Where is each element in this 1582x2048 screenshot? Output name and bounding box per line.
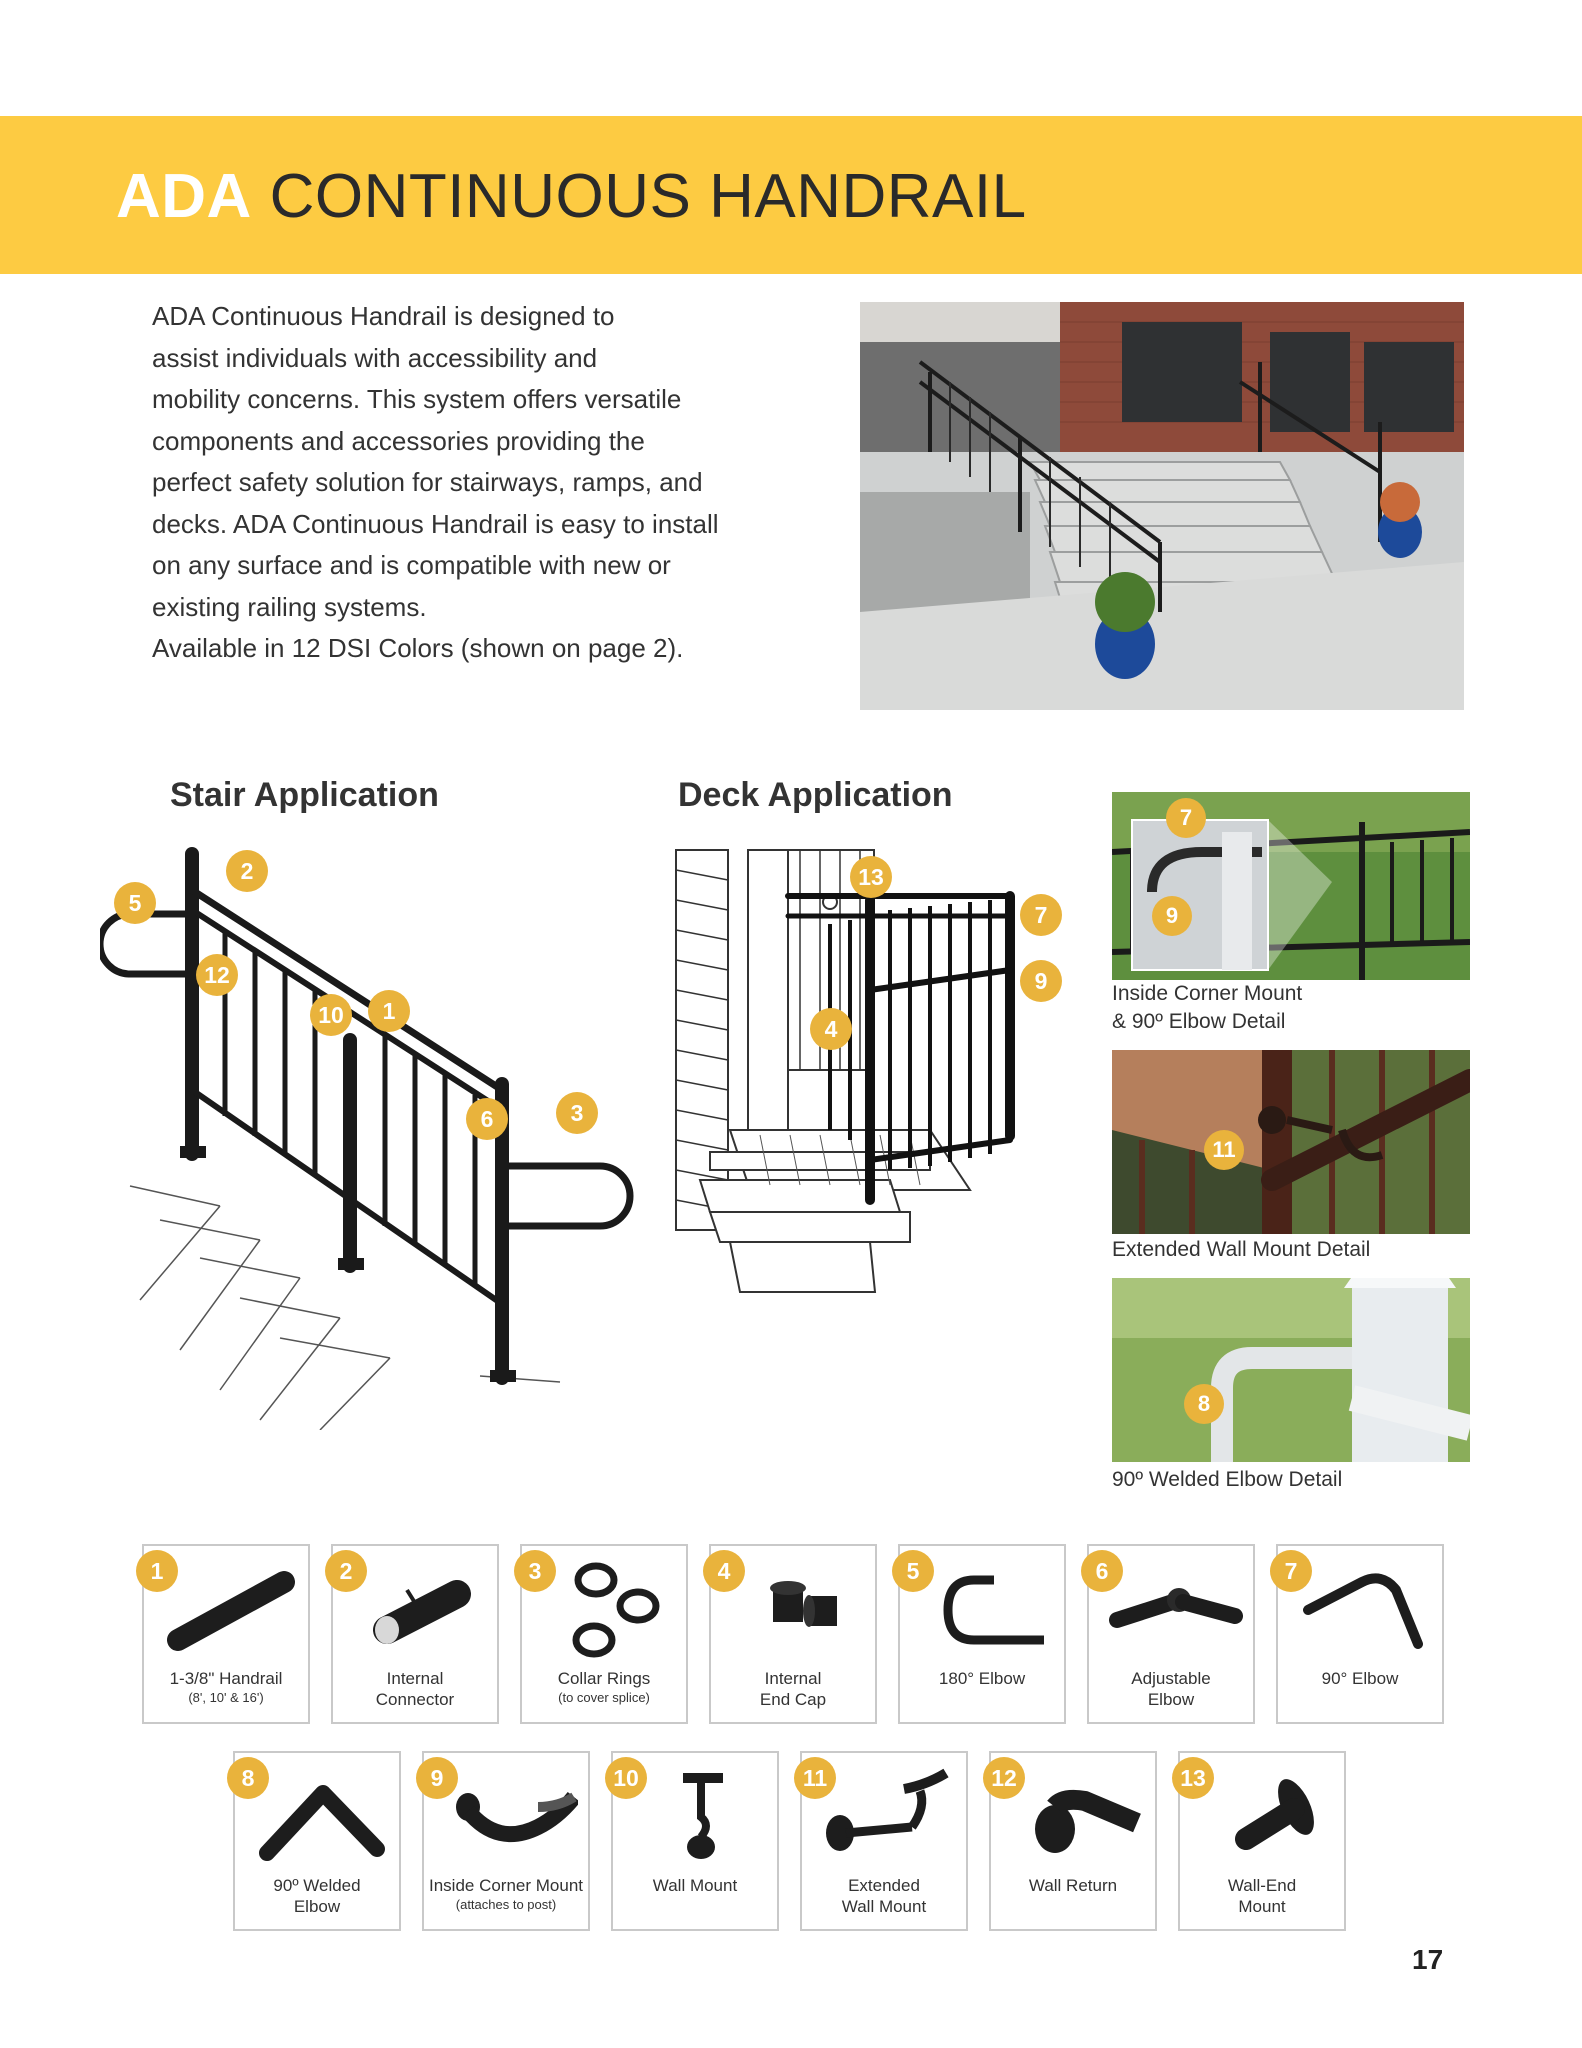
part-label	[522, 1668, 686, 1707]
stair-badge: 3	[556, 1092, 598, 1134]
inside-corner-mount-icon	[438, 1767, 578, 1867]
extended-wall-photo-illustration	[1112, 1050, 1470, 1234]
inside-corner-detail-caption: Inside Corner Mount & 90º Elbow Detail	[1112, 982, 1303, 1033]
title-banner	[0, 116, 1582, 274]
hero-photo	[860, 302, 1464, 710]
collar-rings-icon	[536, 1560, 676, 1660]
stair-badge: 6	[466, 1098, 508, 1140]
stair-badge: 10	[310, 994, 352, 1036]
title-rest: CONTINUOUS HANDRAIL	[269, 162, 1027, 231]
part-sub: (attaches to post)	[455, 1897, 557, 1912]
intro-line: components and accessories providing the	[152, 425, 645, 456]
welded-elbow-icon	[249, 1767, 389, 1867]
extended-wall-detail-photo	[1112, 1050, 1470, 1234]
part-name: Internal Connector	[375, 1669, 455, 1709]
part-name: Wall Return	[1028, 1876, 1118, 1895]
part-label	[333, 1668, 497, 1710]
part-label	[235, 1875, 399, 1917]
stair-application-heading: Stair Application	[170, 776, 439, 814]
part-number-badge: 8	[227, 1757, 269, 1799]
intro-line: ADA Continuous Handrail is designed to	[152, 301, 615, 331]
part-number-badge: 5	[892, 1550, 934, 1592]
part-number-badge: 7	[1270, 1550, 1312, 1592]
part-label	[900, 1668, 1064, 1689]
page-number: 17	[1412, 1944, 1444, 1975]
extended-wall-detail-caption: Extended Wall Mount Detail	[1112, 1238, 1371, 1261]
intro-line: perfect safety solution for stairways, ramps, and	[152, 467, 703, 497]
part-label	[802, 1875, 966, 1917]
end-cap-icon	[725, 1560, 865, 1660]
part-number-badge: 4	[703, 1550, 745, 1592]
part-name: Collar Rings	[557, 1669, 651, 1688]
welded-elbow-detail-photo	[1112, 1278, 1470, 1462]
deck-badge: 13	[850, 856, 892, 898]
part-number-badge: 6	[1081, 1550, 1123, 1592]
intro-line: Available in 12 DSI Colors (shown on page 2).	[152, 633, 684, 663]
intro-line: on any surface and is compatible with new or	[152, 550, 671, 580]
part-label	[144, 1668, 308, 1707]
part-number-badge: 9	[416, 1757, 458, 1799]
part-name: 180° Elbow	[938, 1669, 1026, 1688]
deck-application-diagram	[670, 840, 1090, 1310]
part-label	[1180, 1875, 1344, 1917]
stair-application-diagram	[100, 830, 660, 1430]
part-label	[711, 1668, 875, 1710]
elbow-90-icon	[1292, 1560, 1432, 1660]
handrail-tube-icon	[158, 1560, 298, 1660]
adjustable-elbow-icon	[1103, 1560, 1243, 1660]
intro-paragraph	[152, 296, 792, 670]
stair-badge: 12	[196, 954, 238, 996]
detail-badge: 9	[1152, 896, 1192, 936]
part-name: Extended Wall Mount	[841, 1876, 927, 1916]
part-name: Adjustable Elbow	[1131, 1669, 1211, 1709]
wall-end-mount-icon	[1194, 1767, 1334, 1867]
intro-line: existing railing systems.	[152, 591, 427, 622]
intro-line: assist individuals with accessibility and	[152, 342, 598, 373]
part-number-badge: 3	[514, 1550, 556, 1592]
part-label	[613, 1875, 777, 1896]
deck-application-heading: Deck Application	[678, 776, 953, 814]
welded-elbow-photo-illustration	[1112, 1278, 1470, 1462]
part-name: Wall Mount	[652, 1876, 738, 1895]
stair-badge: 2	[226, 850, 268, 892]
part-label	[424, 1875, 588, 1914]
part-name: Internal End Cap	[759, 1669, 827, 1709]
internal-connector-icon	[347, 1560, 487, 1660]
detail-badge: 11	[1204, 1130, 1244, 1170]
part-number-badge: 1	[136, 1550, 178, 1592]
inside-corner-detail-photo	[1112, 792, 1470, 980]
part-number-badge: 2	[325, 1550, 367, 1592]
wall-mount-icon	[627, 1767, 767, 1867]
page-title	[116, 162, 1027, 231]
part-sub: (to cover splice)	[558, 1690, 650, 1705]
part-number-badge: 12	[983, 1757, 1025, 1799]
part-label	[991, 1875, 1155, 1896]
detail-badge: 8	[1184, 1384, 1224, 1424]
part-name: Inside Corner Mount	[428, 1876, 584, 1895]
detail-badge: 7	[1166, 798, 1206, 838]
elbow-180-icon	[914, 1560, 1054, 1660]
part-sub: (8', 10' & 16')	[188, 1690, 264, 1705]
part-number-badge: 10	[605, 1757, 647, 1799]
deck-badge: 4	[810, 1008, 852, 1050]
part-number-badge: 11	[794, 1757, 836, 1799]
deck-badge: 9	[1020, 960, 1062, 1002]
intro-line: mobility concerns. This system offers versatile	[152, 384, 682, 414]
hero-photo-illustration	[860, 302, 1464, 710]
part-label	[1089, 1668, 1253, 1710]
deck-badge: 7	[1020, 894, 1062, 936]
stair-badge: 1	[368, 990, 410, 1032]
title-bold: ADA	[116, 162, 252, 231]
extended-wall-mount-icon	[816, 1767, 956, 1867]
part-name: 1-3/8" Handrail	[169, 1669, 283, 1688]
part-label	[1278, 1668, 1442, 1689]
stair-badge: 5	[114, 882, 156, 924]
intro-line: decks. ADA Continuous Handrail is easy to install	[152, 508, 719, 539]
wall-return-icon	[1005, 1767, 1145, 1867]
welded-elbow-detail-caption: 90º Welded Elbow Detail	[1112, 1468, 1343, 1491]
part-name: 90º Welded Elbow	[273, 1876, 361, 1916]
part-name: Wall-End Mount	[1227, 1876, 1297, 1916]
part-name: 90° Elbow	[1321, 1669, 1399, 1688]
part-number-badge: 13	[1172, 1757, 1214, 1799]
